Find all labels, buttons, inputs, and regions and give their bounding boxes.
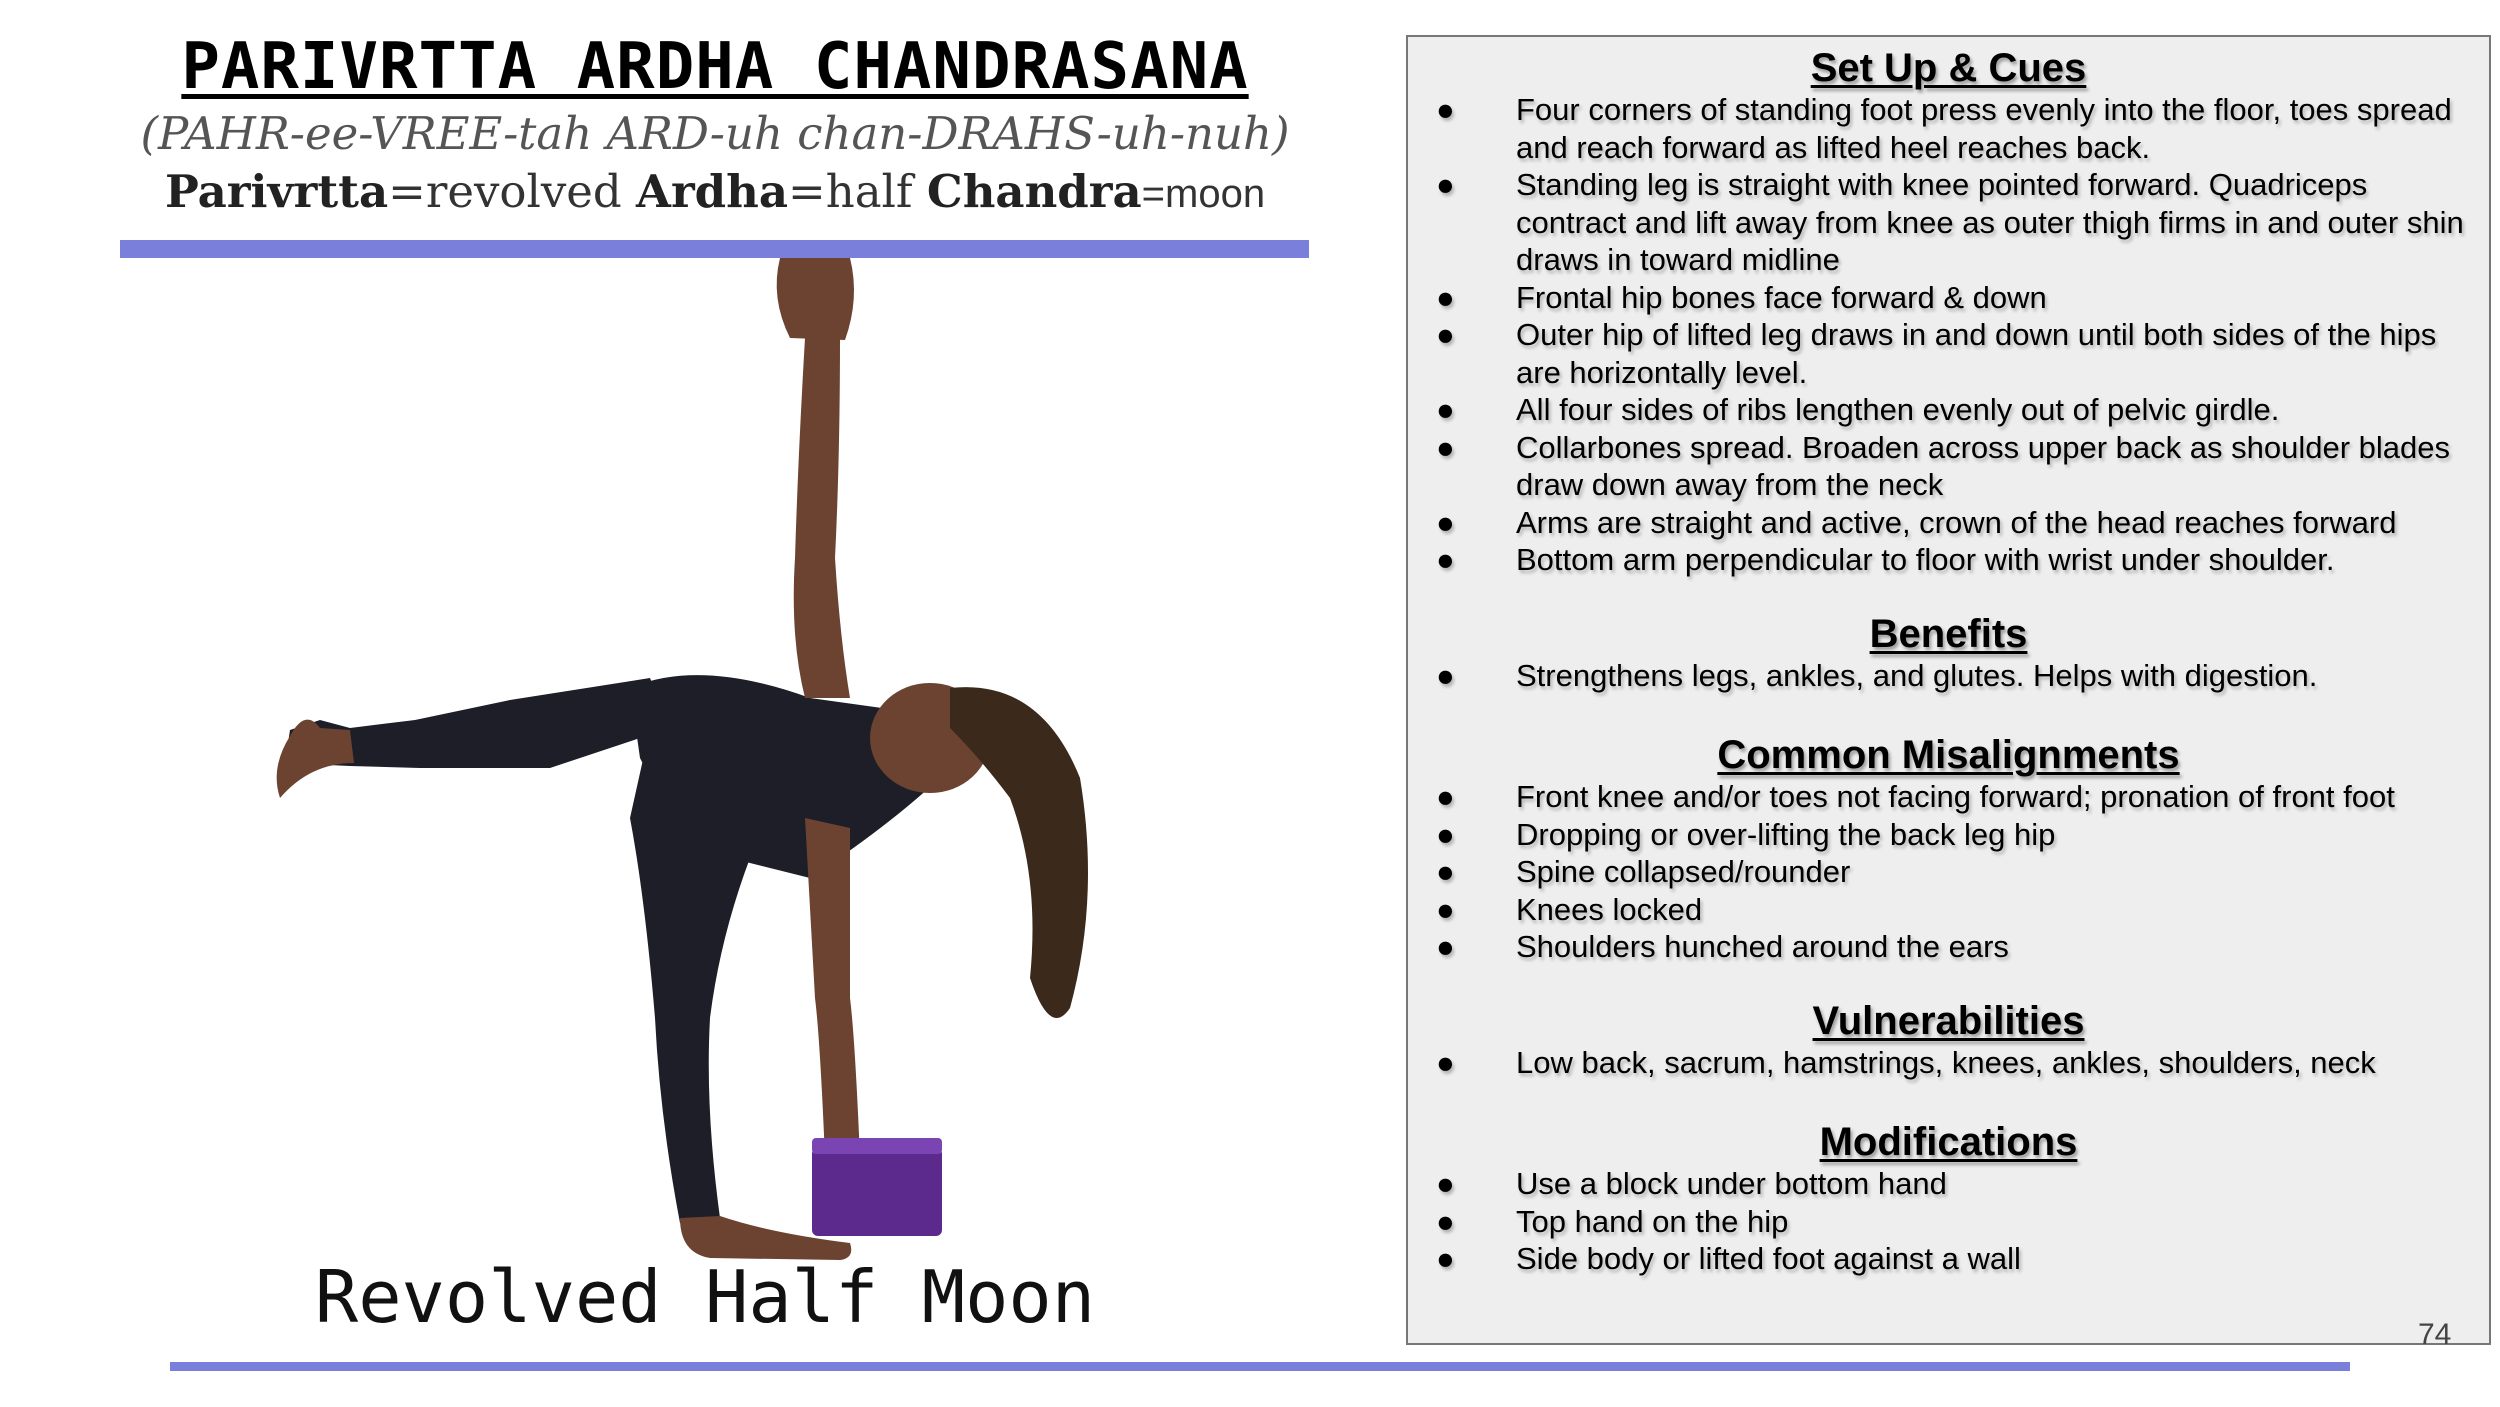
hair-locs xyxy=(950,687,1088,1018)
bullet-icon: ● xyxy=(1436,816,1455,852)
top-arm xyxy=(794,336,850,698)
bullet-icon: ● xyxy=(1436,657,1455,693)
section-heading-setup: Set Up & Cues xyxy=(1810,46,2087,90)
list-item: ● Dropping or over-lifting the back leg hip xyxy=(1436,816,2056,852)
section-heading-misalignments: Common Misalignments xyxy=(1717,733,2180,777)
list-item: ● Spine collapsed/rounder xyxy=(1436,854,1851,889)
vulnerabilities-list xyxy=(1408,1044,2489,1082)
bullet-icon: ● xyxy=(1436,429,1455,465)
bullet-icon: ● xyxy=(1436,504,1455,540)
yoga-block-top xyxy=(812,1138,942,1154)
list-item: ● Four corners of standing foot press evenly into the floor, toes spread and reach forward as lifted heel reaches back. xyxy=(1436,92,2452,165)
translation-meaning-half: =half xyxy=(788,165,927,218)
footer-divider xyxy=(170,1362,2350,1371)
list-item: ● Top hand on the hip xyxy=(1436,1203,1789,1239)
yoga-block xyxy=(812,1148,942,1236)
translation-term-parivrtta: Parivrtta xyxy=(164,165,389,218)
list-item: ● Collarbones spread. Broaden across upper back as shoulder blades draw down away from the neck xyxy=(1436,429,2451,502)
translation-meaning-revolved: =revolved xyxy=(388,165,637,218)
page-number: 74 xyxy=(2418,1318,2452,1351)
pose-illustration xyxy=(250,258,1250,1278)
bullet-icon: ● xyxy=(1436,167,1455,202)
lifted-foot xyxy=(277,720,354,798)
list-item: ● Standing leg is straight with knee pointed forward. Quadriceps contract and lift away from knee as outer thigh firms in and outer shin draws in toward midline xyxy=(1436,167,2464,277)
list-item: ● Strengthens legs, ankles, and glutes. Helps with digestion. xyxy=(1436,657,2318,693)
bullet-icon: ● xyxy=(1436,891,1455,927)
section-setup xyxy=(1408,45,2489,579)
translation-term-chandra: Chandra xyxy=(926,165,1142,218)
translation-term-ardha: Ardha xyxy=(636,165,789,218)
list-item: ● Side body or lifted foot against a wall xyxy=(1436,1241,2021,1276)
title-divider xyxy=(120,240,1309,258)
bullet-icon: ● xyxy=(1436,779,1455,814)
list-item: ● Low back, sacrum, hamstrings, knees, ankles, shoulders, neck xyxy=(1436,1044,2376,1080)
section-misalignments xyxy=(1408,732,2489,966)
setup-list xyxy=(1408,91,2489,579)
bullet-icon: ● xyxy=(1436,542,1455,577)
list-item: ● Shoulders hunched around the ears xyxy=(1436,929,2009,964)
bullet-icon: ● xyxy=(1436,392,1455,427)
bullet-icon: ● xyxy=(1436,1203,1455,1239)
pronunciation: (PAHR-ee-VREE-tah ARD-uh chan-DRAHS-uh-nuh) xyxy=(140,107,1290,160)
section-heading-vulnerabilities: Vulnerabilities xyxy=(1812,998,2085,1043)
cues-panel xyxy=(1406,35,2491,1345)
list-item: ● Outer hip of lifted leg draws in and down until both sides of the hips are horizontally level. xyxy=(1436,317,2437,390)
section-benefits xyxy=(1408,611,2489,695)
bullet-icon: ● xyxy=(1436,317,1455,352)
section-heading-modifications: Modifications xyxy=(1819,1120,2078,1164)
list-item: ● Use a block under bottom hand xyxy=(1436,1166,1947,1201)
bullet-icon: ● xyxy=(1436,92,1455,127)
list-item: ● All four sides of ribs lengthen evenly out of pelvic girdle. xyxy=(1436,392,2280,427)
list-item: ● Bottom arm perpendicular to floor with wrist under shoulder. xyxy=(1436,542,2335,577)
misalignments-list xyxy=(1408,778,2489,966)
section-vulnerabilities xyxy=(1408,998,2489,1082)
bullet-icon: ● xyxy=(1436,279,1455,315)
modifications-list xyxy=(1408,1165,2489,1278)
bullet-icon: ● xyxy=(1436,1044,1455,1080)
bullet-icon: ● xyxy=(1436,1166,1455,1201)
benefits-list xyxy=(1408,657,2489,695)
top-hand xyxy=(777,258,854,340)
pose-caption: Revolved Half Moon xyxy=(314,1255,1096,1339)
list-item: ● Arms are straight and active, crown of the head reaches forward xyxy=(1436,504,2397,540)
bullet-icon: ● xyxy=(1436,929,1455,964)
translation-meaning-moon: =moon xyxy=(1141,172,1266,216)
section-heading-benefits: Benefits xyxy=(1869,611,2028,656)
pose-title: PARIVRTTA ARDHA CHANDRASANA xyxy=(181,30,1249,104)
bullet-icon: ● xyxy=(1436,1241,1455,1276)
bullet-icon: ● xyxy=(1436,854,1455,889)
translation-line xyxy=(120,165,1310,218)
list-item: ● Knees locked xyxy=(1436,891,1703,927)
section-modifications xyxy=(1408,1119,2489,1278)
list-item: ● Frontal hip bones face forward & down xyxy=(1436,279,2047,315)
bottom-arm xyxy=(805,818,860,1158)
list-item: ● Front knee and/or toes not facing forward; pronation of front foot xyxy=(1436,779,2395,814)
